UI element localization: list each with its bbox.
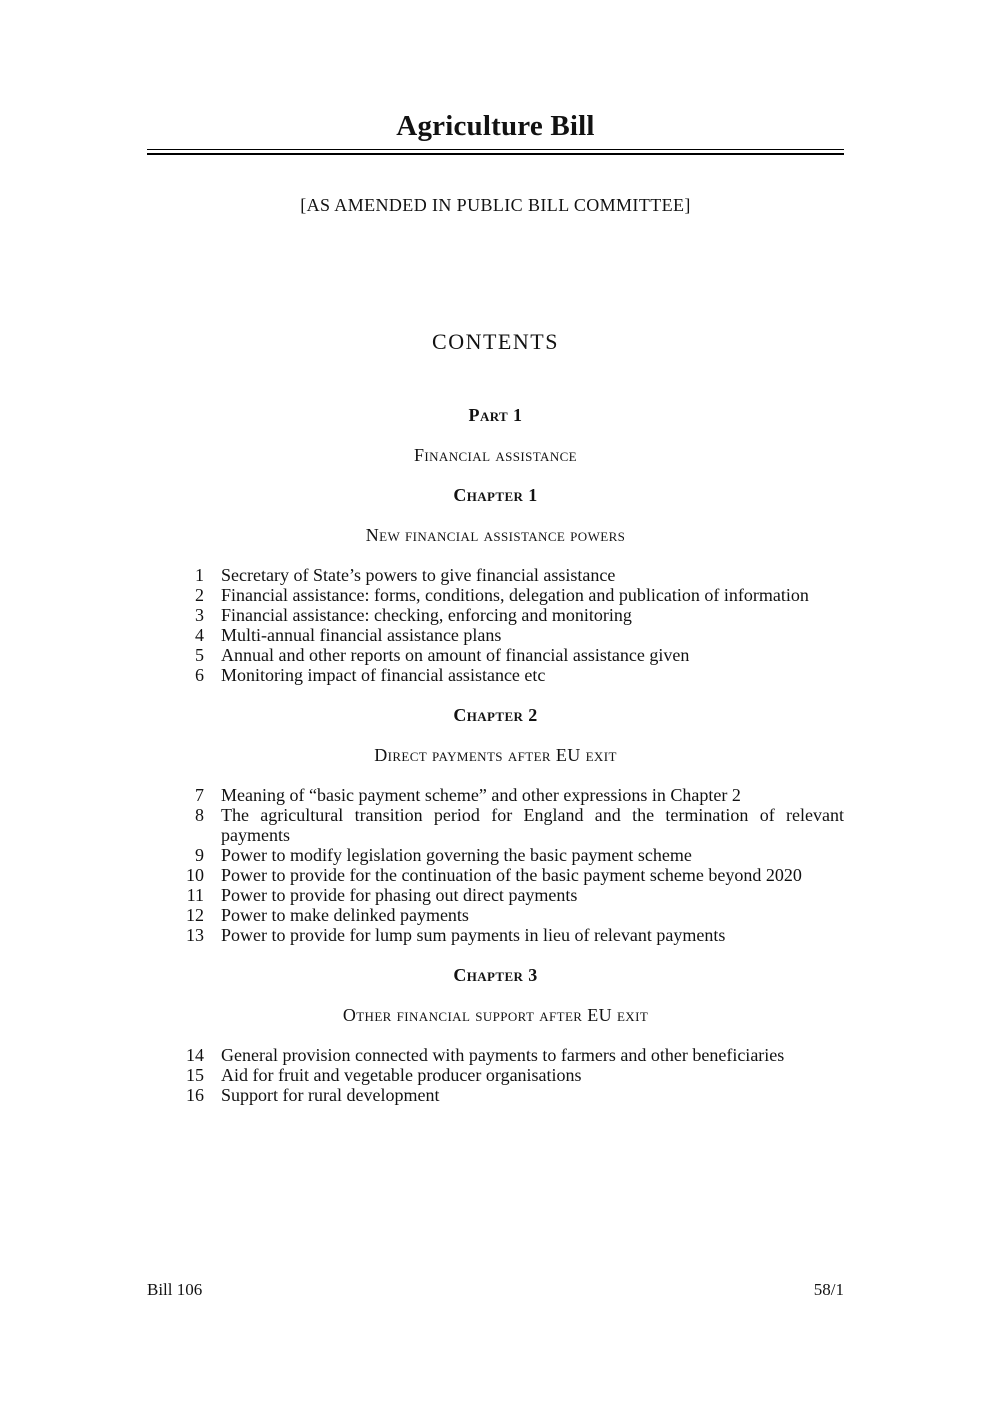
toc-chapter — [147, 485, 844, 685]
footer-bill-number: Bill 106 — [147, 1280, 203, 1299]
item-text: General provision connected with payments to farmers and other beneficiaries — [221, 1045, 785, 1065]
item-number: 16 — [186, 1085, 204, 1105]
item-text: Financial assistance: forms, conditions, delegation and publication of information — [221, 585, 809, 605]
toc-entry — [147, 605, 844, 625]
item-text: Meaning of “basic payment scheme” and other expressions in Chapter 2 — [221, 785, 741, 805]
toc-entry — [147, 865, 844, 885]
item-text: Annual and other reports on amount of financial assistance given — [221, 645, 690, 665]
toc-entry — [147, 565, 844, 585]
toc-entry — [147, 625, 844, 645]
chapter-title: Direct payments after EU exit — [374, 745, 617, 765]
toc-entry — [147, 645, 844, 665]
item-number: 4 — [195, 625, 204, 645]
item-number: 12 — [186, 905, 204, 925]
toc-entry — [147, 885, 844, 905]
toc-entry — [147, 1065, 844, 1085]
item-text: Secretary of State’s powers to give financial assistance — [221, 565, 616, 585]
item-text: Aid for fruit and vegetable producer organisations — [221, 1065, 582, 1085]
item-number: 6 — [195, 665, 204, 685]
item-number: 11 — [186, 885, 204, 905]
toc — [147, 405, 844, 1105]
footer-session-number: 58/1 — [813, 1280, 844, 1299]
chapter-title: New financial assistance powers — [365, 525, 626, 545]
item-number: 3 — [195, 605, 204, 625]
item-text: Power to modify legislation governing the basic payment scheme — [221, 845, 692, 865]
toc-part — [147, 405, 844, 1105]
page-footer — [147, 1280, 844, 1300]
item-number: 9 — [195, 845, 204, 865]
toc-entry — [147, 1045, 844, 1065]
item-number: 8 — [195, 805, 204, 825]
contents-heading: CONTENTS — [432, 329, 559, 354]
item-text: Power to provide for the continuation of the basic payment scheme beyond 2020 — [221, 865, 802, 885]
item-number: 15 — [186, 1065, 204, 1085]
part-chapters — [147, 485, 844, 1105]
toc-entry — [147, 805, 844, 845]
item-number: 13 — [186, 925, 204, 945]
chapter-label: Chapter 2 — [453, 705, 538, 725]
item-number: 10 — [186, 865, 204, 885]
item-text: Power to provide for phasing out direct payments — [221, 885, 578, 905]
item-text: Monitoring impact of financial assistance etc — [221, 665, 546, 685]
toc-entry — [147, 585, 844, 605]
item-number: 5 — [195, 645, 204, 665]
document-title: Agriculture Bill — [396, 110, 595, 142]
document-page — [147, 0, 844, 1403]
item-number: 7 — [195, 785, 204, 805]
toc-entry — [147, 905, 844, 925]
toc-entry — [147, 785, 844, 805]
toc-entry — [147, 925, 844, 945]
part-label: Part 1 — [468, 405, 523, 425]
chapter-items — [147, 785, 844, 945]
chapter-items — [147, 565, 844, 685]
document-subtitle: [AS AMENDED IN PUBLIC BILL COMMITTEE] — [300, 195, 691, 215]
chapter-label: Chapter 3 — [453, 965, 538, 985]
item-text: Power to make delinked payments — [221, 905, 469, 925]
item-text: Power to provide for lump sum payments in lieu of relevant payments — [221, 925, 726, 945]
toc-chapter — [147, 965, 844, 1105]
part-title: Financial assistance — [413, 445, 578, 465]
item-text: Financial assistance: checking, enforcing and monitoring — [221, 605, 632, 625]
item-number: 14 — [186, 1045, 204, 1065]
item-number: 1 — [195, 565, 204, 585]
toc-entry — [147, 1085, 844, 1105]
toc-chapter — [147, 705, 844, 945]
item-number: 2 — [195, 585, 204, 605]
chapter-items — [147, 1045, 844, 1105]
chapter-title: Other financial support after EU exit — [342, 1005, 649, 1025]
item-text: Support for rural development — [221, 1085, 440, 1105]
item-text: Multi-annual financial assistance plans — [221, 625, 502, 645]
toc-entry — [147, 665, 844, 685]
toc-entry — [147, 845, 844, 865]
chapter-label: Chapter 1 — [453, 485, 538, 505]
item-text: The agricultural transition period for England and the termination of relevant payments — [221, 805, 844, 845]
title-double-rule — [147, 149, 844, 155]
